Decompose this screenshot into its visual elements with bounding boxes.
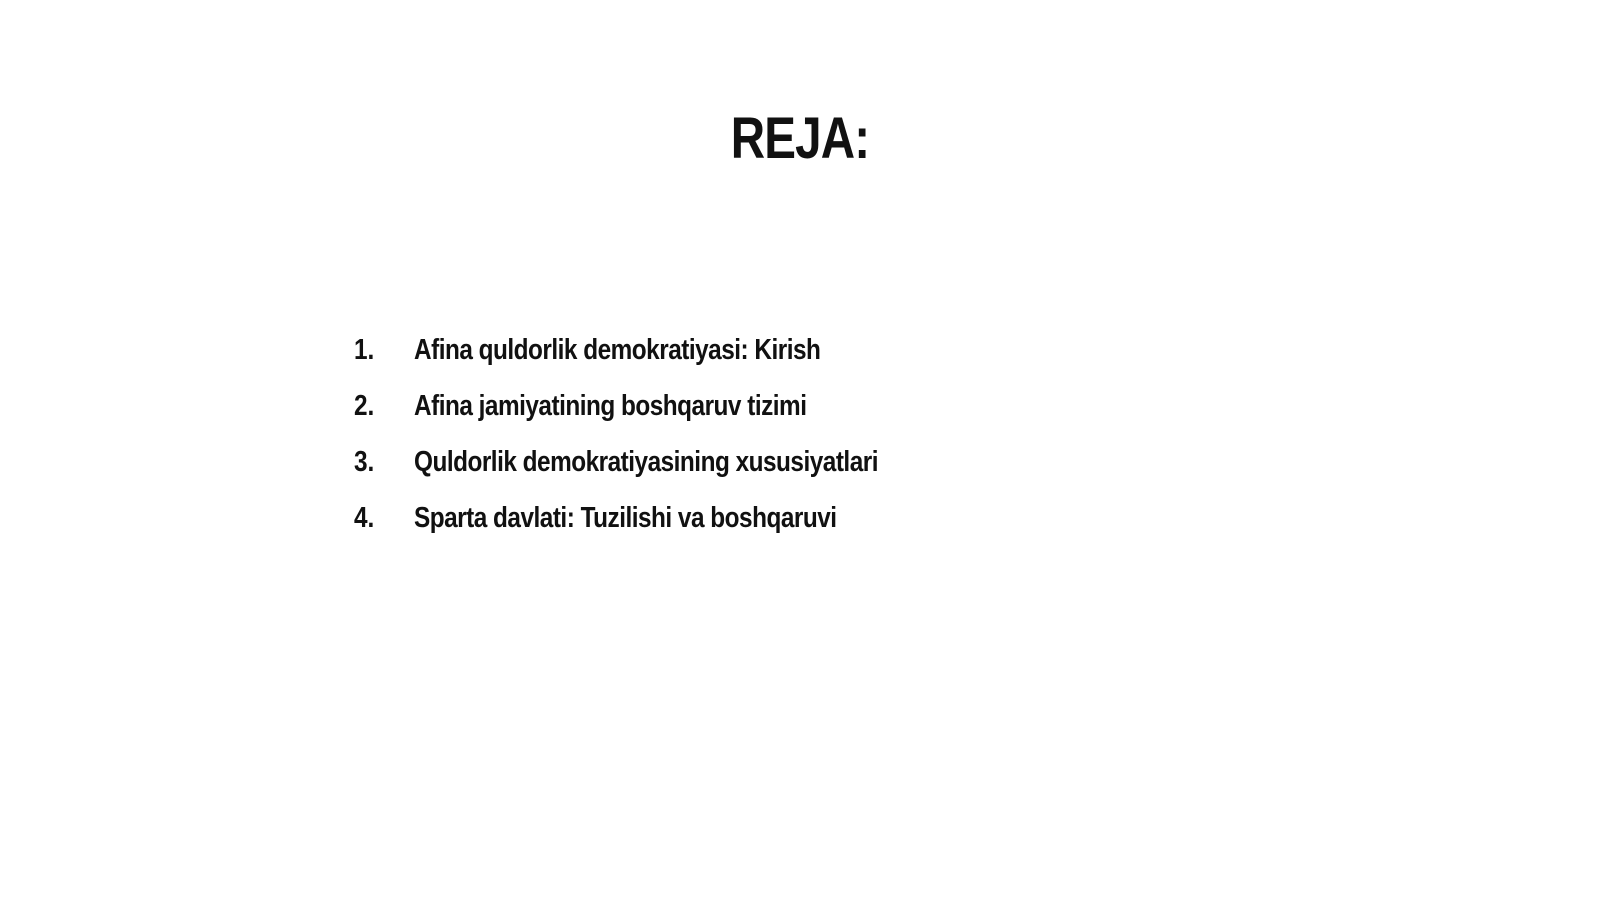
agenda-item-1 bbox=[354, 330, 966, 386]
agenda-item-number: 2. bbox=[354, 390, 375, 422]
agenda-item-text: Sparta davlati: Tuzilishi va boshqaruvi bbox=[414, 502, 837, 534]
agenda-item-number: 3. bbox=[354, 446, 375, 478]
agenda-item-text: Afina quldorlik demokratiyasi: Kirish bbox=[414, 334, 821, 366]
agenda-item-2 bbox=[354, 386, 966, 442]
agenda-item-text: Quldorlik demokratiyasining xususiyatlari bbox=[414, 446, 878, 478]
agenda-item-number: 4. bbox=[354, 502, 375, 534]
agenda-list bbox=[354, 330, 966, 554]
agenda-item-4 bbox=[354, 498, 966, 554]
agenda-item-3 bbox=[354, 442, 966, 498]
agenda-item-text: Afina jamiyatining boshqaruv tizimi bbox=[414, 390, 807, 422]
agenda-item-number: 1. bbox=[354, 334, 375, 366]
slide-title: REJA: bbox=[730, 106, 870, 171]
